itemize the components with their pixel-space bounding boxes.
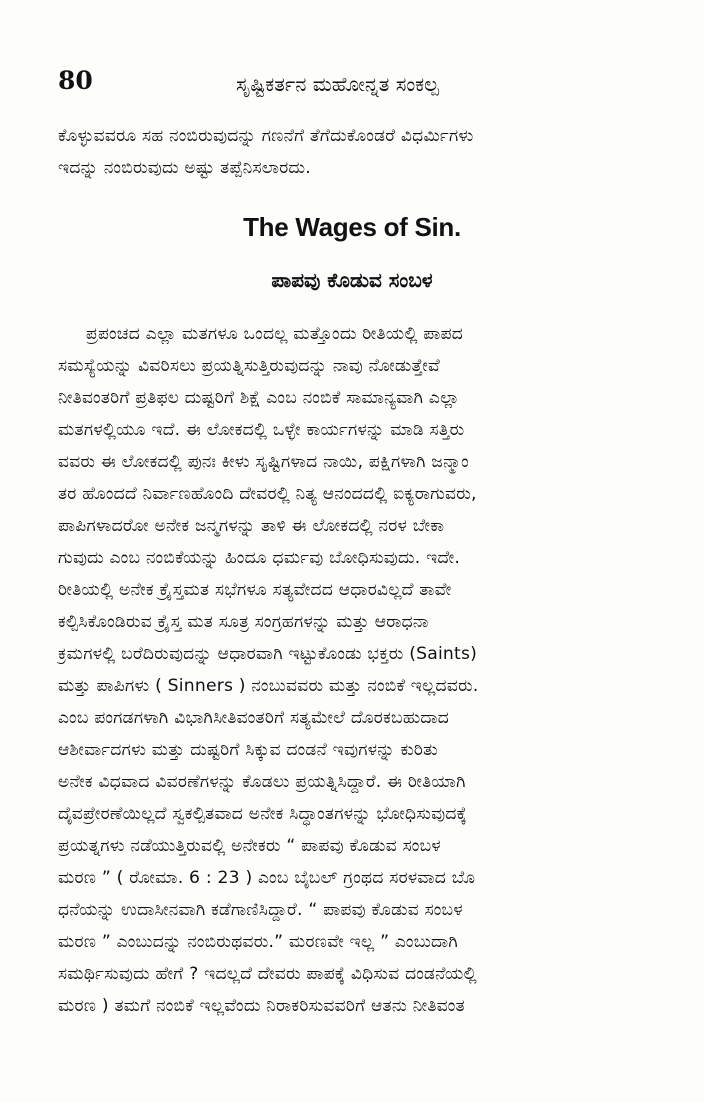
- text-line: ಮತ್ತು ಪಾಪಿಗಳು ( Sinners ) ನಂಬುವವರು ಮತ್ತು ನಂಬಿಕೆ ಇಲ್ಲದವರು.: [58, 676, 479, 696]
- text-line: ನೀತಿವಂತರಿಗೆ ಪ್ರತಿಫಲ ದುಷ್ಟರಿಗೆ ಶಿಕ್ಷೆ ಎಂಬ ನಂಬಿಕೆ ಸಾಮಾನ್ಯವಾಗಿ ಎಲ್ಲಾ: [58, 388, 460, 408]
- text-line: ಎಂಬ ಪಂಗಡಗಳಾಗಿ ವಿಭಾಗಿಸೀತಿವಂತರಿಗೆ ಸತ್ಯಮೇಲೆ ದೊರಕಬಹುದಾದ: [58, 708, 450, 728]
- text-line: ಮರಣ ” ಎಂಬುದನ್ನು ನಂಬಿರುಥವರು.” ಮರಣವೇ ಇಲ್ಲ ” ಎಂಬುದಾಗಿ: [58, 932, 458, 952]
- text-line: ಸಮಸ್ಯೆಯನ್ನು ವಿವರಿಸಲು ಪ್ರಯತ್ನಿಸುತ್ತಿರುವುದನ್ನು ನಾವು ನೋಡುತ್ತೇವೆ: [58, 356, 440, 376]
- text-line: ಮರಣ ) ತಮಗೆ ನಂಬಿಕೆ ಇಲ್ಲವೆಂದು ನಿರಾಕರಿಸುವವರಿಗೆ ಆತನು ನೀತಿವಂತ: [58, 996, 465, 1016]
- text-line: ಪ್ರಯತ್ನಗಳು ನಡೆಯುತ್ತಿರುವಲ್ಲಿ ಅನೇಕರು “ ಪಾಪವು ಕೊಡುವ ಸಂಬಳ: [58, 836, 441, 856]
- text-line: ಪ್ರಪಂಚದ ಎಲ್ಲಾ ಮತಗಳೂ ಒಂದಲ್ಲ ಮತ್ತೊಂದು ರೀತಿಯಲ್ಲಿ ಪಾಪದ: [86, 324, 464, 344]
- text-line: ಕಲ್ಪಿಸಿಕೊಂಡಿರುವ ಕ್ರೈಸ್ತ ಮತ ಸೂತ್ರ ಸಂಗ್ರಹಗಳನ್ನು ಮತ್ತು ಆರಾಧನಾ: [58, 612, 429, 632]
- text-line: ಗುವುದು ಎಂಬ ನಂಬಿಕೆಯನ್ನು ಹಿಂದೂ ಧರ್ಮವು ಬೋಧಿಸುವುದು. ಇದೇ.: [58, 548, 461, 568]
- section-title-english: The Wages of Sin.: [243, 212, 461, 242]
- page-number: 80: [58, 66, 93, 95]
- text-line: ಮರಣ ” ( ರೋಮಾ. 6 : 23 ) ಎಂಬ ಬೈಬಲ್ ಗ್ರಂಥದ ಸರಳವಾದ ಬೊ: [58, 868, 476, 888]
- running-title: ಸೃಷ್ಟಿಕರ್ತನ ಮಹೋನ್ನತ ಸಂಕಲ್ಪ: [236, 72, 439, 96]
- text-line: ಸಮರ್ಥಿಸುವುದು ಹೇಗೆ ? ಇದಲ್ಲದೆ ದೇವರು ಪಾಪಕ್ಕೆ ವಿಧಿಸುವ ದಂಡನೆಯಲ್ಲಿ: [58, 964, 477, 984]
- text-line: ಧನೆಯನ್ನು ಉದಾಸೀನವಾಗಿ ಕಡೆಗಾಣಿಸಿದ್ದಾರೆ. “ ಪಾಪವು ಕೊಡುವ ಸಂಬಳ: [58, 900, 463, 920]
- page-header: [58, 66, 658, 106]
- text-line: ರೀತಿಯಲ್ಲಿ ಅನೇಕ ಕ್ರೈಸ್ತಮತ ಸಭೆಗಳೂ ಸತ್ಯವೇದದ ಆಧಾರವಿಲ್ಲದೆ ತಾವೇ: [58, 580, 452, 600]
- section-title-kannada: ಪಾಪವು ಕೊಡುವ ಸಂಬಳ: [271, 268, 433, 292]
- text-line: ಪಾಪಿಗಳಾದರೋ ಅನೇಕ ಜನ್ಮಗಳನ್ನು ತಾಳಿ ಈ ಲೋಕದಲ್ಲಿ ನರಳ ಬೇಕಾ: [58, 516, 445, 536]
- text-line: ಕೊಳ್ಳುವವರೂ ಸಹ ನಂಬಿರುವುದನ್ನು ಗಣನೆಗೆ ತೆಗೆದುಕೊಂಡರೆ ವಿಧರ್ಮಿಗಳು: [58, 126, 474, 146]
- intro-paragraph: [58, 120, 656, 184]
- text-line: ಮತಗಳಲ್ಲಿಯೂ ಇದೆ. ಈ ಲೋಕದಲ್ಲಿ ಒಳ್ಳೇ ಕಾರ್ಯಗಳನ್ನು ಮಾಡಿ ಸತ್ತಿರು: [58, 420, 465, 440]
- text-line: ಇದನ್ನು ನಂಬಿರುವುದು ಅಷ್ಟು ತಪ್ಪೆನಿಸಲಾರದು.: [58, 158, 311, 178]
- main-paragraph: [58, 318, 656, 1022]
- text-line: ತರ ಹೊಂದದೆ ನಿರ್ವಾಣಹೊಂದಿ ದೇವರಲ್ಲಿ ನಿತ್ಯ ಆನಂದದಲ್ಲಿ ಐಕ್ಯರಾಗುವರು,: [58, 484, 477, 504]
- text-line: ವವರು ಈ ಲೋಕದಲ್ಲಿ ಪುನಃ ಕೀಳು ಸೃಷ್ಟಿಗಳಾದ ನಾಯಿ, ಪಕ್ಷಿಗಳಾಗಿ ಜನ್ಮಾಂ: [58, 452, 469, 472]
- text-line: ಆಶೀರ್ವಾದಗಳು ಮತ್ತು ದುಷ್ಟರಿಗೆ ಸಿಕ್ಕುವ ದಂಡನೆ ಇವುಗಳನ್ನು ಕುರಿತು: [58, 740, 438, 760]
- text-line: ಕ್ರಮಗಳಲ್ಲಿ ಬರೆದಿರುವುದನ್ನು ಆಧಾರವಾಗಿ ಇಟ್ಟುಕೊಂಡು ಭಕ್ತರು (Saints): [58, 644, 478, 664]
- text-line: ಅನೇಕ ವಿಧವಾದ ವಿವರಣೆಗಳನ್ನು ಕೊಡಲು ಪ್ರಯತ್ನಿಸಿದ್ದಾರೆ. ಈ ರೀತಿಯಾಗಿ: [58, 772, 466, 792]
- text-line: ದೈವಪ್ರೇರಣೆಯಿಲ್ಲದೆ ಸ್ವಕಲ್ಪಿತವಾದ ಅನೇಕ ಸಿದ್ಧಾಂತಗಳನ್ನು ಭೋಧಿಸುವುದಕ್ಕೆ: [58, 804, 467, 824]
